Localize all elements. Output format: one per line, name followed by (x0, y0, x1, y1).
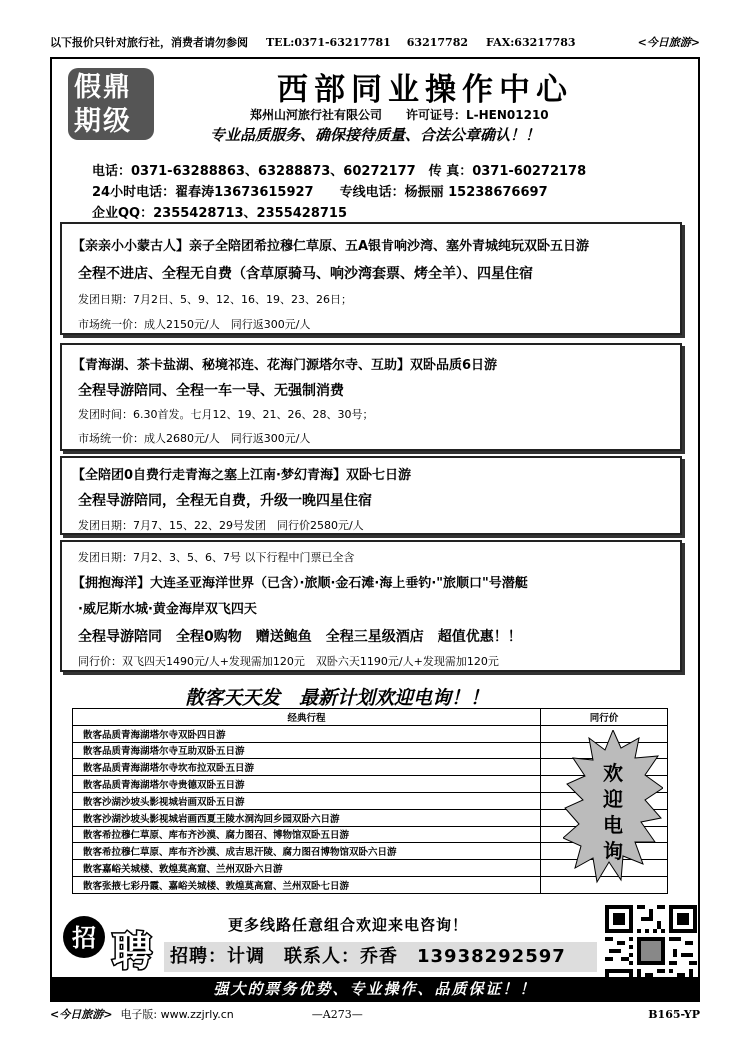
tel2-text: 63217782 (406, 35, 469, 49)
logo (68, 68, 154, 140)
welcome-call-badge (563, 730, 663, 885)
badge-char-1: 欢 (603, 761, 623, 785)
badge-char-3: 电 (603, 813, 623, 837)
badge-char-2: 迎 (603, 787, 623, 811)
logo-line1: 假鼎 (74, 72, 132, 103)
logo-line2: 期级 (74, 106, 132, 137)
daily-banner: 散客天天发 最新计划欢迎电询！！ (185, 687, 490, 709)
product-title: 【全陪团0自费行走青海之塞上江南·梦幻青海】双卧七日游 (72, 468, 411, 483)
route-cell: 散客嘉峪关城楼、敦煌莫高窟、兰州双卧六日游 (73, 860, 541, 877)
product-highlight: 全程导游陪同，全程无自费，升级一晚四星住宿 (78, 493, 372, 509)
product-card-1 (60, 222, 682, 335)
header-price: 同行价 (541, 709, 668, 726)
more-routes-text: 更多线路任意组合欢迎来电咨询！ (228, 916, 469, 934)
recruit-logo (62, 913, 172, 973)
slogan: 专业品质服务、确保接待质量、合法公章确认！！ (210, 126, 541, 144)
brand-text: <今日旅游> (637, 36, 700, 49)
qq-line: 企业QQ：2355428713、2355428715 (92, 206, 348, 221)
route-cell: 散客希拉穆仁草原、库布齐沙漠、成吉思汗陵、腐力图召博物馆双卧六日游 (73, 843, 541, 860)
product-highlight: 全程不进店、全程无自费（含草原骑马、响沙湾套票、烤全羊）、四星住宿 (78, 266, 533, 282)
route-cell: 散客品质青海湖塔尔寺双卧四日游 (73, 725, 541, 742)
hiring-bar: 招聘：计调 联系人：乔香 13938292597 (164, 942, 597, 972)
recruit-char-1: 招 (72, 924, 96, 952)
route-cell: 散客沙湖沙坡头影视城岩画西夏王陵水洞沟回乡园双卧六日游 (73, 809, 541, 826)
phone-line: 电话：0371-63288863、63288873、60272177 传 真：0371-60272178 (92, 164, 587, 179)
route-cell: 散客沙湖沙坡头影视城岩画双卧五日游 (73, 792, 541, 809)
product-card-4 (60, 540, 682, 672)
table-header-row (73, 709, 668, 726)
top-info-bar (50, 32, 700, 52)
route-cell: 散客希拉穆仁草原、库布齐沙漠、腐力图召、博物馆双卧五日游 (73, 826, 541, 843)
footer-code: B165-YP (648, 1007, 700, 1021)
page-title: 西部同业操作中心 (277, 72, 573, 108)
route-cell: 散客品质青海湖塔尔寺互助双卧五日游 (73, 742, 541, 759)
route-cell: 散客张掖七彩丹霞、嘉峪关城楼、敦煌莫高窟、兰州双卧七日游 (73, 876, 541, 893)
product-dates: 发团日期：7月7、15、22、29号发团 同行价2580元/人 (78, 519, 364, 532)
footer-page-number: —A273— (311, 1007, 363, 1021)
product-dates: 发团日期：7月2日、5、9、12、16、19、23、26日； (78, 293, 352, 306)
product-highlight: 全程导游陪同 全程0购物 赠送鲍鱼 全程三星级酒店 超值优惠！！ (78, 629, 522, 645)
recruit-char-2: 聘 (112, 929, 152, 973)
tel-text: TEL:0371-63217781 (266, 35, 391, 49)
header-itinerary: 经典行程 (73, 709, 541, 726)
product-highlight: 全程导游陪同、全程一车一导、无强制消费 (78, 383, 344, 399)
footer-brand: <今日旅游> (50, 1008, 113, 1021)
product-title: 【青海湖、茶卡盐湖、秘境祁连、花海门源塔尔寺、互助】双卧品质6日游 (72, 358, 498, 373)
route-cell: 散客品质青海湖塔尔寺坎布拉双卧五日游 (73, 759, 541, 776)
fax-text: FAX:63217783 (486, 35, 576, 49)
qr-finder-top-right (669, 905, 697, 933)
route-cell: 散客品质青海湖塔尔寺贵德双卧五日游 (73, 776, 541, 793)
product-card-2 (60, 343, 682, 451)
badge-char-4: 询 (603, 839, 623, 863)
product-dates: 发团日期：7月2、3、5、6、7号 以下行程中门票已全含 (78, 551, 355, 564)
qr-center-logo (637, 937, 665, 965)
product-card-3 (60, 456, 682, 535)
bottom-slogan-strip: 强大的票务优势、专业操作、品质保证！！ (52, 977, 698, 1001)
hotline-line: 24小时电话：翟春涛13673615927 专线电话：杨振丽 15238676697 (92, 185, 548, 200)
product-dates: 发团时间：6.30首发。七月12、19、21、26、28、30号； (78, 408, 374, 421)
footer-web[interactable]: 电子版: www.zzjrly.cn (120, 1008, 234, 1021)
product-price: 同行价：双飞四天1490元/人+发现需加120元 双卧六天1190元/人+发现需加120元 (78, 655, 499, 668)
notice-text: 以下报价只针对旅行社，消费者请勿参阅 (50, 36, 248, 49)
qr-finder-top-left (605, 905, 633, 933)
product-title: 【亲亲小小蒙古人】亲子全陪团希拉穆仁草原、五A银肯响沙湾、塞外青城纯玩双卧五日游 (72, 239, 590, 254)
product-price: 市场统一价：成人2150元/人 同行返300元/人 (78, 318, 311, 331)
product-title: 【拥抱海洋】大连圣亚海洋世界（已含）·旅顺·金石滩·海上垂钓·"旅顺口"号潜艇 (72, 576, 528, 591)
page-footer (50, 1004, 700, 1024)
product-title-continued: ·威尼斯水城·黄金海岸双飞四天 (78, 602, 257, 617)
company-info: 郑州山河旅行社有限公司 许可证号：L-HEN01210 (250, 108, 549, 122)
product-price: 市场统一价：成人2680元/人 同行返300元/人 (78, 432, 311, 445)
